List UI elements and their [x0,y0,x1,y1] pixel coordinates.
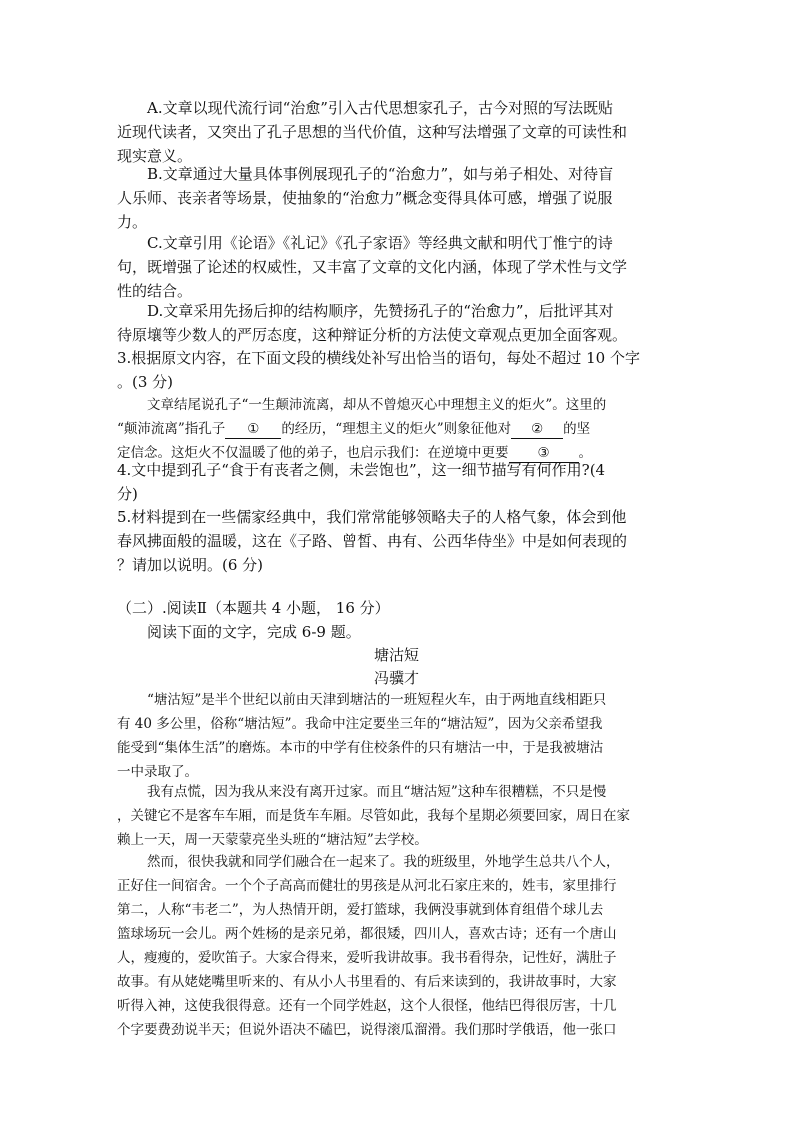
question-4-line: 4.文中提到孔子“食于有丧者之侧，未尝饱也”，这一细节描写有何作用?(4 [117,461,606,479]
option-a [117,96,627,168]
option-b-line: B.文章通过大量具体事例展现孔子的“治愈力”，如与弟子相处、对待盲 [147,165,614,183]
passage-text: “颠沛流离”指孔子 [117,421,226,437]
option-a-line: 近现代读者，又突出了孔子思想的当代价值，这种写法增强了文章的可读性和 [117,123,628,141]
question-5 [117,505,627,577]
option-b [117,162,613,234]
paragraph-line: 篮球场玩一会儿。两个姓杨的是亲兄弟，都很矮，四川人，喜欢古诗；还有一个唐山 [117,926,617,942]
option-b-line: 人乐师、丧亲者等场景，使抽象的“治愈力”概念变得具体可感，增强了说服 [117,189,613,207]
blank-3: ③ [509,444,579,463]
paragraph-line: 个字要费劲说半天；但说外语决不磕巴，说得滚瓜溜滑。我们那时学俄语，他一张口 [117,1022,617,1038]
question-3-line: 3.根据原文内容，在下面文段的横线处补写出恰当的语句，每处不超过 10 个字 [117,349,640,367]
paragraph-line: ，关键它不是客车车厢，而是货车车厢。尽管如此，我每个星期必须要回家，周日在家 [117,808,630,824]
option-a-line: 现实意义。 [117,147,193,165]
question-4-line: 分) [117,485,138,503]
option-d [117,299,627,347]
paragraph-line: 正好住一间宿舍。一个个子高高而健壮的男孩是从河北石家庄来的，姓韦，家里排行 [117,878,617,894]
article-title: 塘沽短 [373,646,419,664]
article-author: 冯骥才 [373,669,419,687]
passage-text: 定信念。这炬火不仅温暖了他的弟子，也启示我们：在逆境中更要 [117,445,509,461]
blank-1: ① [225,420,281,439]
paragraph-line: 有 40 多公里，俗称“塘沽短”。我命中注定要坐三年的“塘沽短”，因为父亲希望我 [117,716,603,732]
option-c-line: 性的结合。 [117,282,193,300]
question-3-line: 。(3 分) [117,373,174,391]
blank-2: ② [511,420,563,439]
paragraph-line: 听得入神，这使我很得意。还有一个同学姓赵，这个人很怪，他结巴得很厉害，十几 [117,998,617,1014]
section-instruction: 阅读下面的文字，完成 6-9 题。 [147,623,361,641]
option-b-line: 力。 [117,213,148,231]
paragraph-line: 一中录取了。 [117,764,198,780]
question-3 [117,346,640,394]
passage-line [117,417,606,441]
paragraph-line: 人，瘦瘦的，爱吹笛子。大家合得来，爱听我讲故事。我书看得杂，记性好，满肚子 [117,950,617,966]
paragraph-2 [117,780,630,852]
question-3-passage [117,393,606,465]
paragraph-line: “塘沽短”是半个世纪以前由天津到塘沽的一班短程火车，由于两地直线相距只 [147,692,607,708]
option-c [117,231,627,303]
paragraph-line: 赖上一天，周一天蒙蒙亮坐头班的“塘沽短”去学校。 [117,832,428,848]
option-d-line: D.文章采用先扬后抑的结构顺序，先赞扬孔子的“治愈力”，后批评其对 [147,302,614,320]
passage-text: 。 [578,445,592,461]
paragraph-line: 我有点慌，因为我从来没有离开过家。而且“塘沽短”这种车很糟糕，不只是慢 [147,784,607,800]
paragraph-line: 故事。有从姥姥嘴里听来的、有从小人书里看的、有后来读到的，我讲故事时，大家 [117,974,617,990]
passage-text: 的经历，“理想主义的炬火”则象征他对 [281,421,512,437]
option-c-line: C.文章引用《论语》《礼记》《孔子家语》等经典文献和明代丁惟宁的诗 [147,234,613,252]
question-5-line: ？请加以说明。(6 分) [117,556,264,574]
question-5-line: 春风拂面般的温暖，这在《子路、曾皙、冉有、公西华侍坐》中是如何表现的 [117,532,628,550]
passage-line: 文章结尾说孔子“一生颠沛流离，却从不曾熄灭心中理想主义的炬火”。这里的 [147,397,607,413]
question-4 [117,458,605,506]
section-heading: （二）.阅读Ⅱ（本题共 4 小题， 16 分） [117,599,390,617]
option-c-line: 句，既增强了论述的权威性，又丰富了文章的文化内涵，体现了学术性与文学 [117,258,628,276]
paragraph-3 [117,850,620,1042]
paragraph-line: 然而，很快我就和同学们融合在一起来了。我的班级里，外地学生总共八个人， [147,854,620,870]
question-5-line: 5.材料提到在一些儒家经典中，我们常常能够领略夫子的人格气象，体会到他 [117,508,627,526]
paragraph-line: 第二，人称“韦老二”，为人热情开朗，爱打篮球，我俩没事就到体育组借个球儿去 [117,902,604,918]
option-d-line: 待原壤等少数人的严厉态度，这种辩证分析的方法使文章观点更加全面客观。 [117,326,628,344]
paragraph-line: 能受到“集体生活”的磨炼。本市的中学有住校条件的只有塘沽一中，于是我被塘沽 [117,740,604,756]
option-a-line: A.文章以现代流行词“治愈”引入古代思想家孔子，古今对照的写法既贴 [147,99,613,117]
paragraph-1 [117,688,606,784]
passage-text: 的坚 [563,421,591,437]
